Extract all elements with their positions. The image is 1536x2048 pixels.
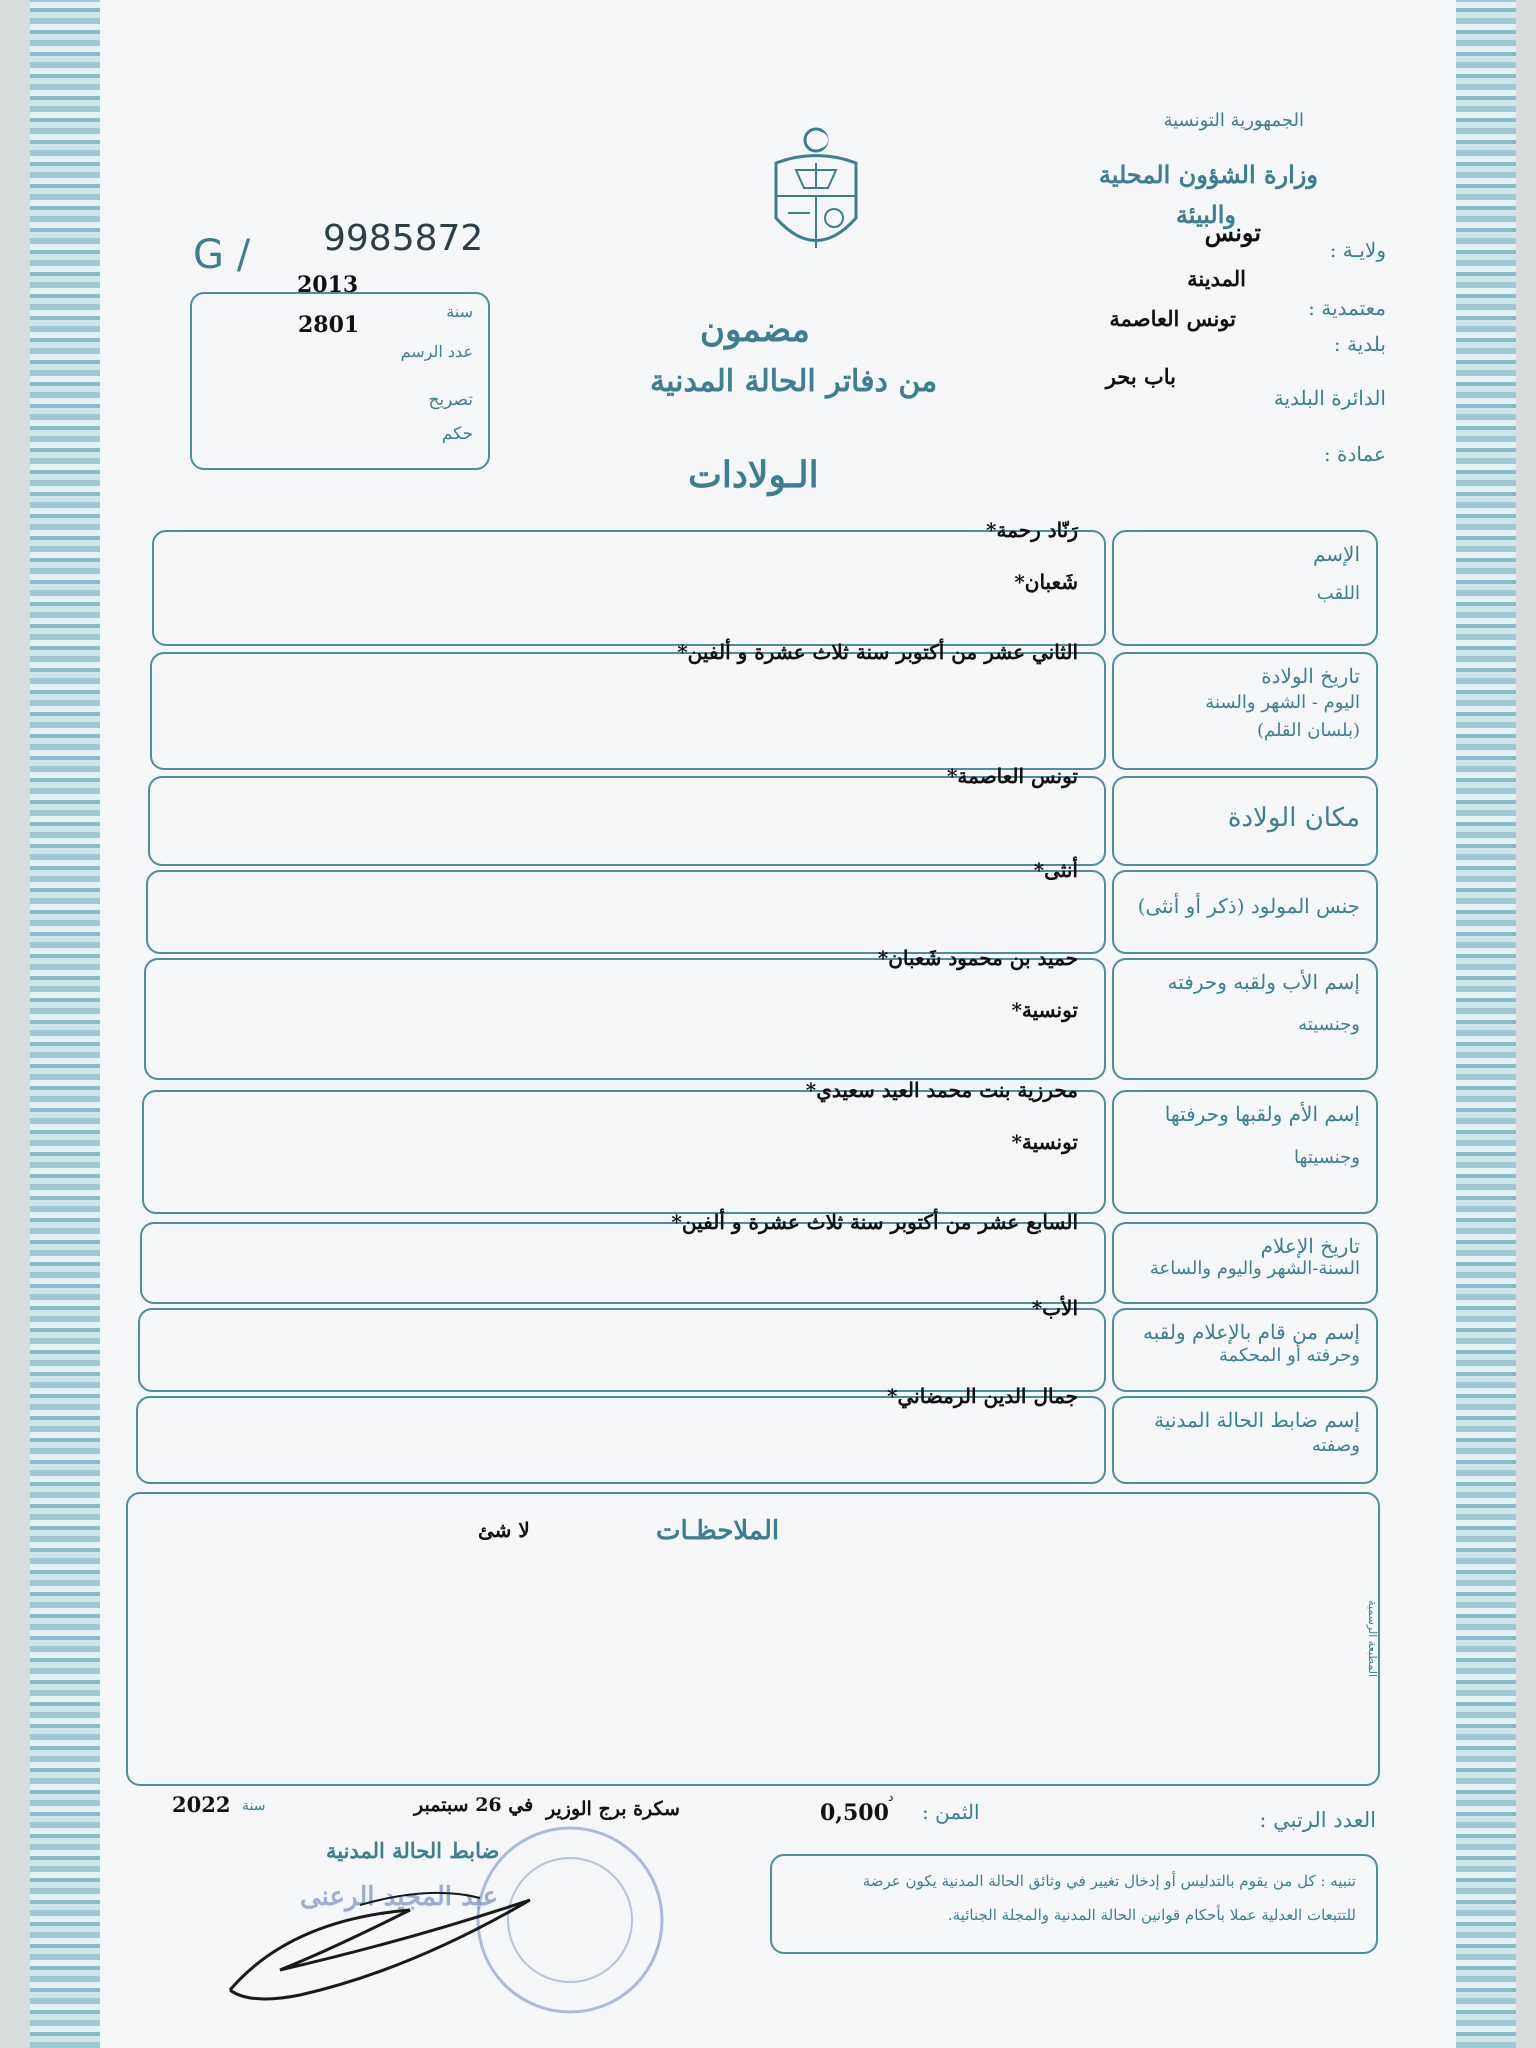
printer-mark: المطبعة الرسمية xyxy=(1366,1600,1379,1678)
remarks-label: الملاحظـات xyxy=(656,1516,780,1546)
register-number-label: عدد الرسم xyxy=(400,342,473,361)
imada-label: عمادة : xyxy=(1323,442,1386,466)
warning-line2: للتتبعات العدلية عملا بأحكام قوانين الحالة المدنية والمجلة الجنائية. xyxy=(947,1906,1356,1924)
remarks-value: لا شئ xyxy=(478,1518,530,1542)
judgment-label: حكم xyxy=(441,424,473,444)
ministry-line2: والبيئة xyxy=(1175,200,1236,229)
wilaya-value: تونس xyxy=(1204,218,1261,247)
price-label: الثمن : xyxy=(922,1800,980,1824)
field-value: أنثى* xyxy=(1033,858,1078,882)
field-value-box xyxy=(144,958,1106,1080)
register-year-label: سنة xyxy=(446,302,473,321)
field-value-box xyxy=(150,652,1106,770)
field-label: الإسم xyxy=(1312,542,1360,566)
guilloche-border-left xyxy=(30,0,100,2048)
field-value: الأب* xyxy=(1031,1296,1078,1320)
field-label: اليوم - الشهر والسنة xyxy=(1205,692,1360,713)
motamadiya-label: معتمدية : xyxy=(1308,296,1386,320)
handwritten-signature xyxy=(210,1880,550,2010)
issue-year-value: 2022 xyxy=(172,1792,231,1817)
field-label: (بلسان القلم) xyxy=(1256,720,1360,741)
register-year-value: 2013 xyxy=(297,272,359,298)
field-label: تاريخ الولادة xyxy=(1261,664,1360,688)
field-label: إسم الأم ولقبها وحرفتها xyxy=(1164,1102,1360,1126)
officer-label: ضابط الحالة المدنية xyxy=(326,1838,500,1863)
field-label: مكان الولادة xyxy=(1227,803,1360,833)
field-label: السنة-الشهر واليوم والساعة xyxy=(1149,1258,1360,1279)
field-value-box xyxy=(146,870,1106,954)
motamadiya-value: المدينة xyxy=(1187,266,1246,291)
declaration-label: تصريح xyxy=(428,390,473,410)
field-value: الثاني عشر من أكتوبر سنة ثلاث عشرة و ألفين* xyxy=(677,640,1078,664)
stamp-name: عبد المجيد الرعنى xyxy=(300,1882,499,1912)
republic-title: الجمهورية التونسية xyxy=(1163,110,1304,131)
warning-line1: تنبيه : كل من يقوم بالتدليس أو إدخال تغيير في وثائق الحالة المدنية يكون عرضة xyxy=(862,1872,1356,1890)
daira-label: الدائرة البلدية xyxy=(1273,386,1386,410)
issue-year-label: سنة xyxy=(242,1798,266,1814)
wilaya-label: ولايـة : xyxy=(1329,238,1386,262)
price-value: 0,500 xyxy=(820,1800,889,1826)
field-label: وجنسيته xyxy=(1298,1014,1360,1035)
issue-day: في 26 سبتمبر xyxy=(414,1794,534,1816)
price-unit: د xyxy=(888,1790,894,1804)
field-value: محرزية بنت محمد العيد سعيدي* xyxy=(805,1078,1078,1102)
field-label: إسم من قام بالإعلام ولقبه xyxy=(1143,1320,1360,1344)
field-value-box xyxy=(140,1222,1106,1304)
daira-value: باب بحر xyxy=(1105,364,1176,389)
baladiya-value: تونس العاصمة xyxy=(1109,306,1236,331)
field-label: جنس المولود (ذكر أو أنثى) xyxy=(1137,894,1360,918)
ministry-line1: وزارة الشؤون المحلية xyxy=(1098,160,1318,189)
field-value: تونسية* xyxy=(1011,998,1078,1022)
field-value: تونسية* xyxy=(1011,1130,1078,1154)
serial-number: 9985872 xyxy=(323,218,484,259)
field-label: تاريخ الإعلام xyxy=(1260,1234,1360,1258)
field-label: إسم ضابط الحالة المدنية xyxy=(1154,1408,1360,1432)
field-label: وجنسيتها xyxy=(1294,1147,1360,1168)
guilloche-border-right xyxy=(1456,0,1516,2048)
baladiya-label: بلدية : xyxy=(1333,332,1386,356)
field-value: السابع عشر من أكتوبر سنة ثلاث عشرة و ألفين* xyxy=(671,1210,1078,1234)
field-value: تونس العاصمة* xyxy=(946,764,1078,788)
warning-box xyxy=(770,1854,1378,1954)
title-madmoun: مضمون xyxy=(700,310,810,350)
field-label: إسم الأب ولقبه وحرفته xyxy=(1167,970,1360,994)
field-value: شَعبان* xyxy=(1014,570,1078,594)
section-births: الـولادات xyxy=(688,454,819,496)
field-label: اللقب xyxy=(1316,583,1360,604)
issue-place: سكرة برج الوزير xyxy=(546,1798,680,1820)
field-label: وحرفته أو المحكمة xyxy=(1218,1345,1360,1366)
register-number-value: 2801 xyxy=(298,312,360,338)
title-registers: من دفاتر الحالة المدنية xyxy=(650,364,938,399)
field-value-box xyxy=(142,1090,1106,1214)
field-value-box xyxy=(148,776,1106,866)
order-number-label: العدد الرتبي : xyxy=(1259,1808,1376,1832)
serial-prefix: G / xyxy=(193,232,251,278)
field-value: حميد بن محمود شَعبان* xyxy=(877,946,1078,970)
field-value-box xyxy=(138,1308,1106,1392)
coat-of-arms-icon xyxy=(768,118,864,268)
field-value-box xyxy=(136,1396,1106,1484)
field-value: جمال الدين الرمضاني* xyxy=(887,1384,1078,1408)
field-value-box xyxy=(152,530,1106,646)
field-label: وصفته xyxy=(1311,1435,1360,1456)
field-value: رَنّاد رحمة* xyxy=(986,518,1078,542)
